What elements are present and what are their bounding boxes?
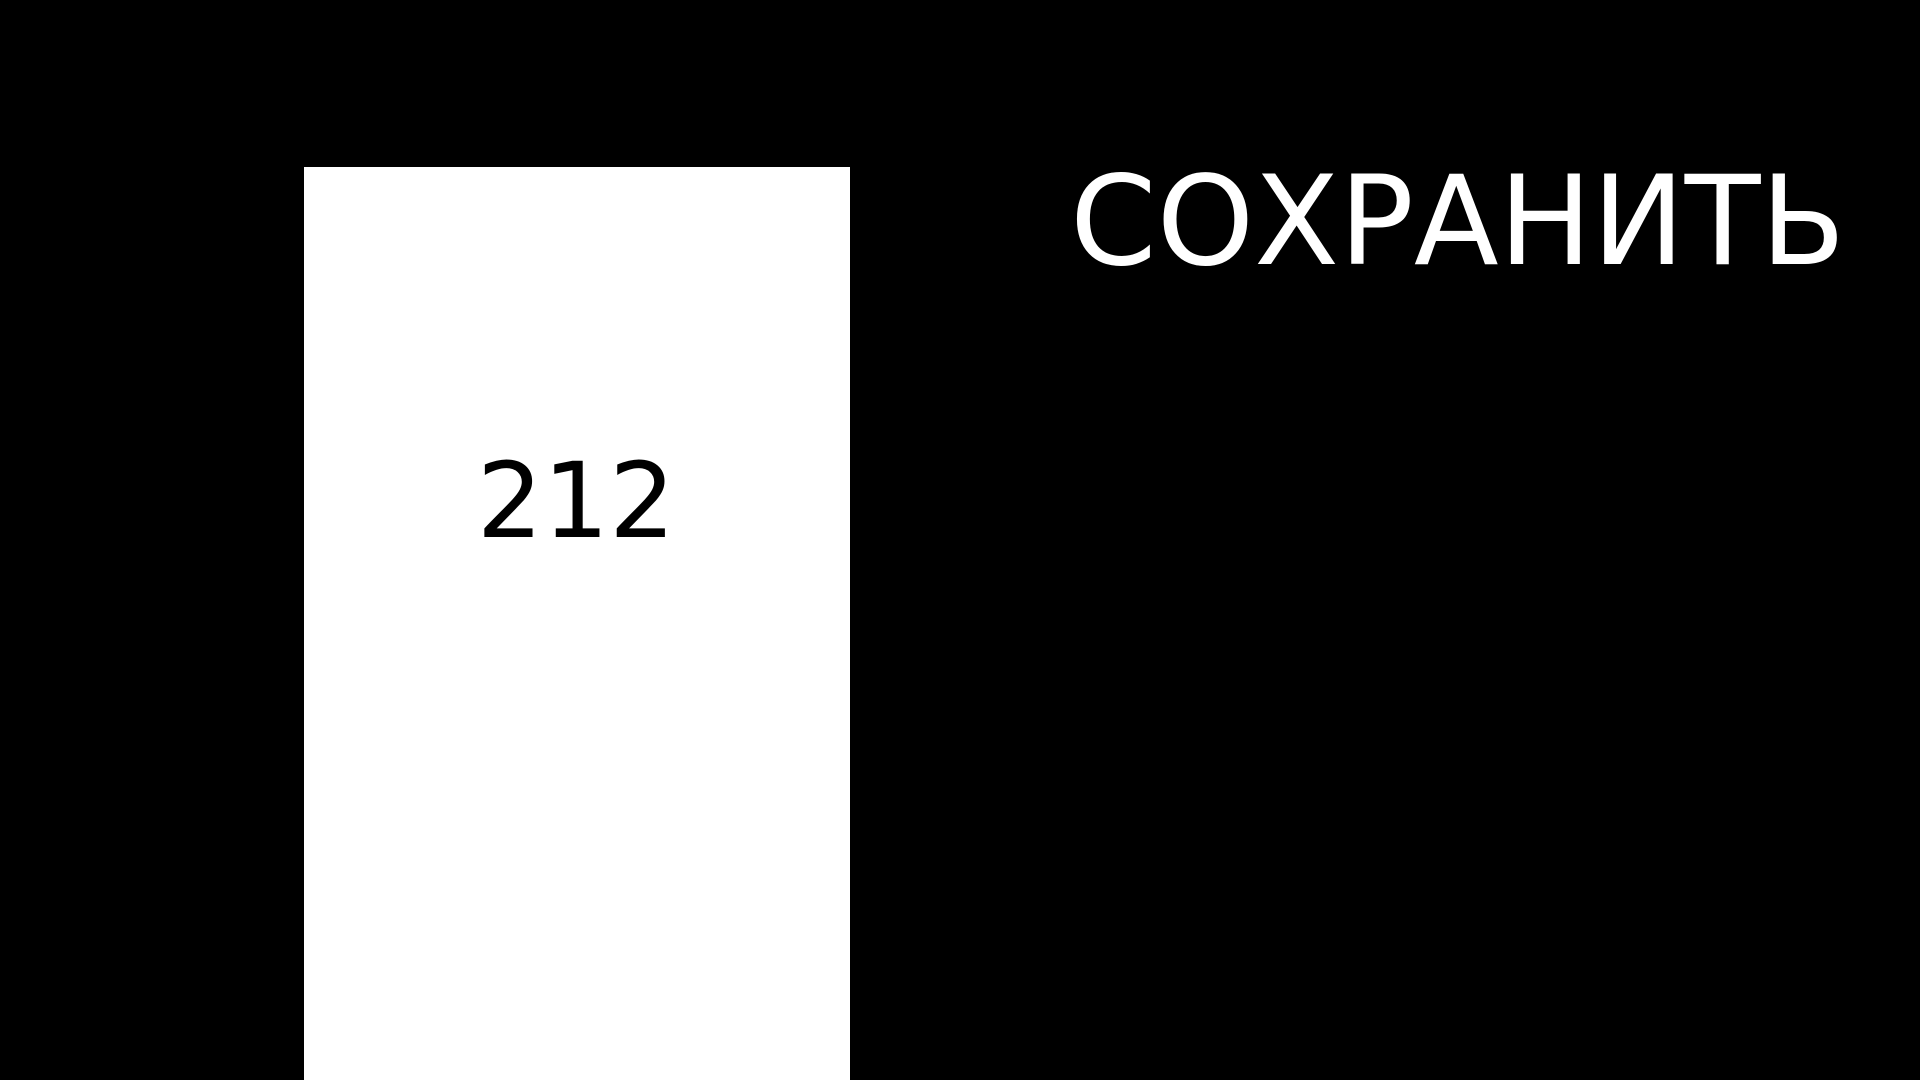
counter-value: 212 xyxy=(476,440,676,562)
counter-card xyxy=(304,167,850,1080)
save-button[interactable]: СОХРАНИТЬ xyxy=(1070,150,1846,294)
